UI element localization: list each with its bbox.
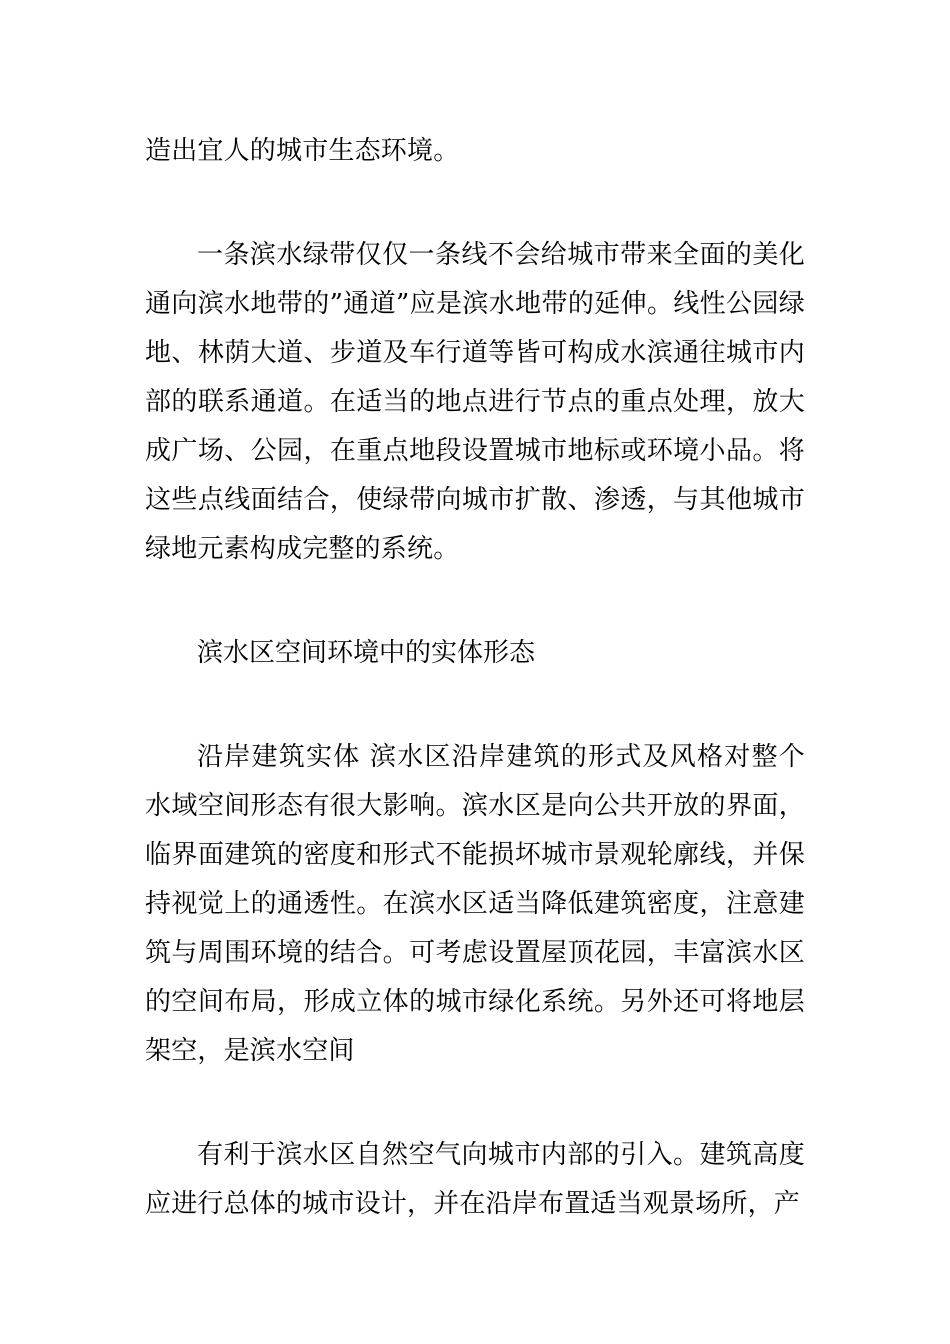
paragraph-air-flow: 有利于滨水区自然空气向城市内部的引入。建筑高度应进行总体的城市设计，并在沿岸布置适当观景场所，产 — [145, 1140, 805, 1219]
paragraph-continuation: 造出宜人的城市生态环境。 — [145, 136, 460, 166]
paragraph-waterfront-buildings: 沿岸建筑实体 滨水区沿岸建筑的形式及风格对整个水域空间形态有很大影响。滨水区是向公共开放的界面，临界面建筑的密度和形式不能损坏城市景观轮廓线，并保持视觉上的通透性。在滨水区适当降低建筑密度，注意建筑与周围环境的结合。可考虑设置屋顶花园，丰富滨水区的空间布局，形成立体的城市绿化系统。另外还可将地层架空，是滨水空间 — [145, 742, 805, 1066]
paragraph-green-belt: 一条滨水绿带仅仅一条线不会给城市带来全面的美化通向滨水地带的”通道”应是滨水地带的延伸。线性公园绿地、林荫大道、步道及车行道等皆可构成水滨通往城市内部的联系通道。在适当的地点进行节点的重点处理，放大成广场、公园，在重点地段设置城市地标或环境小品。将这些点线面结合，使绿带向城市扩散、渗透，与其他城市绿地元素构成完整的系统。 — [145, 240, 805, 564]
section-heading: 滨水区空间环境中的实体形态 — [197, 638, 536, 668]
